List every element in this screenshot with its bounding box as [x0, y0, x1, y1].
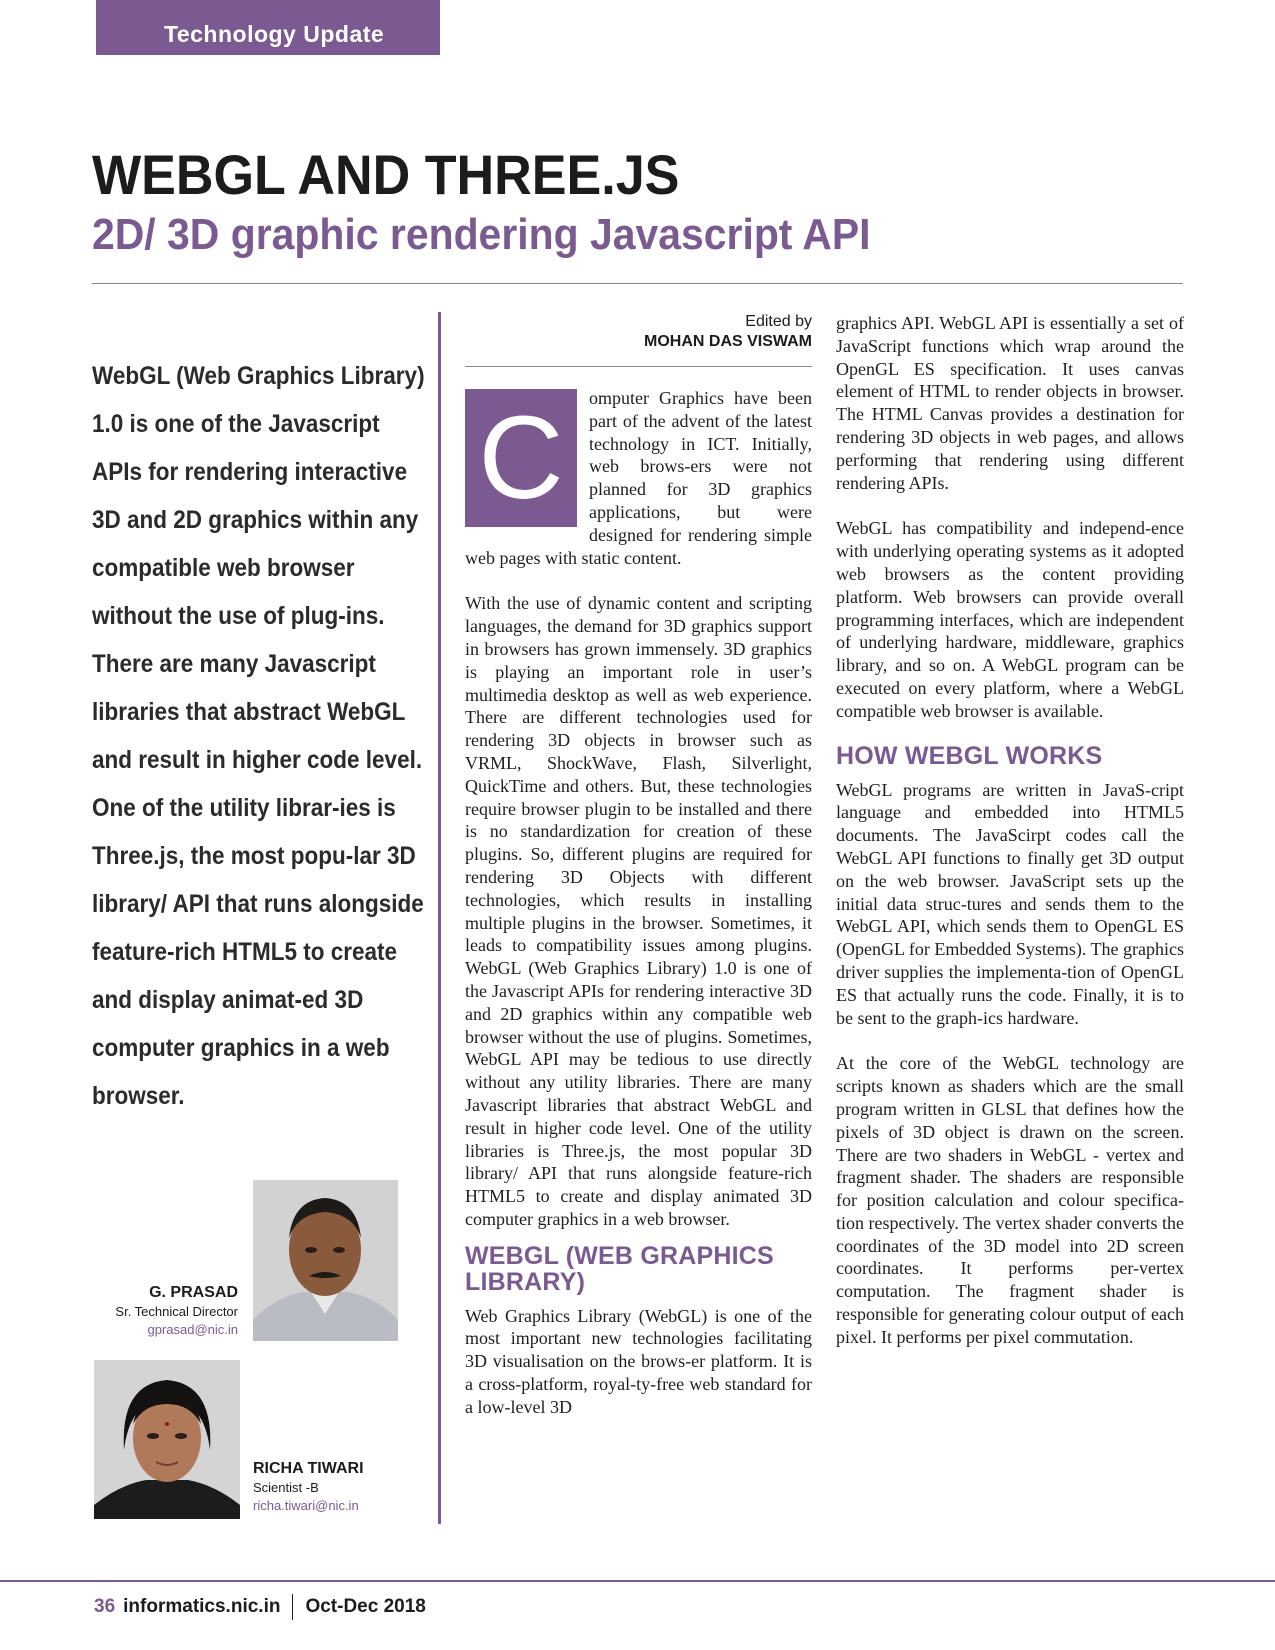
article-subtitle: 2D/ 3D graphic rendering Javascript API	[92, 210, 871, 259]
author-email: gprasad@nic.in	[147, 1322, 238, 1337]
author-email: richa.tiwari@nic.in	[253, 1498, 359, 1513]
author-role: Scientist -B	[253, 1480, 319, 1495]
section-heading: HOW WEBGL WORKS	[836, 741, 1103, 770]
paragraph: With the use of dynamic content and scripting languages, the demand for 3D graphics support in browsers has grown immensely. 3D graphics is playing an important role in user’s multimedia desktop as well as web experience. There are different technologies used for rendering 3D objects in browser such as VRML, ShockWave, Flash, Silverlight, QuickTime and others. But, these technologies require browser plugin to be installed and there is no standardization for creation of these plugins. So, different plugins are required for rendering 3D Objects with different technologies, which results in installing multiple plugins in the browser. Sometimes, it leads to compatibility issues among plugins. WebGL (Web Graphics Library) 1.0 is one of the Javascript APIs for rendering interactive 3D and 2D graphics within any compatible web browser without the use of plugins. Sometimes, WebGL API may be tedious to use directly without any utility libraries. There are many Javascript libraries that abstract WebGL and result in higher code level. One of the utility libraries is Three.js, the most popular 3D library/ API that runs alongside feature-rich HTML5 to create and display animated 3D computer graphics in a web browser.	[465, 593, 812, 1229]
editor-name: MOHAN DAS VISWAM	[644, 333, 812, 350]
footer-site: informatics.nic.in	[123, 1596, 281, 1617]
author-info-richa	[253, 1460, 433, 1513]
paragraph: At the core of the WebGL technology are scripts known as shaders which are the small program written in GLSL that defines how the pixels of 3D object is drawn on the screen. There are two shaders in WebGL - vertex and fragment shader. The shaders are responsible for position calculation and colour specifica-tion respectively. The vertex shader converts the coordinates of the 3D model into 2D screen coordinates. It performs per-vertex computation. The fragment shader is responsible for generating colour output of each pixel. It performs per pixel commutation.	[836, 1053, 1184, 1347]
author-name: RICHA TIWARI	[253, 1460, 364, 1477]
article-column-middle	[465, 312, 812, 1419]
paragraph: WebGL programs are written in JavaS-cript language and embedded into HTML5 documents. The JavaScirpt codes call the WebGL API functions to finally get 3D output on the web browser. JavaScript sets up the initial data struc-tures and sends them to the WebGL API, which sends them to OpenGL ES (OpenGL for Embedded Systems). The graphics driver supplies the implementa-tion of OpenGL ES that actually runs the code. Finally, it is to be sent to the graph-ics hardware.	[836, 779, 1184, 1028]
author-name: G. PRASAD	[149, 1284, 238, 1301]
footer-separator	[292, 1594, 293, 1620]
page-number: 36	[94, 1596, 116, 1617]
author-role: Sr. Technical Director	[115, 1304, 238, 1319]
author-photo-prasad	[253, 1180, 398, 1341]
author-info-prasad	[100, 1284, 238, 1337]
edited-by-label: Edited by	[745, 313, 812, 330]
author-photo-richa	[94, 1360, 240, 1519]
article-column-right	[836, 312, 1184, 1349]
section-heading: WEBGL (WEB GRAPHICS LIBRARY)	[465, 1241, 774, 1296]
section-tag	[96, 0, 440, 55]
footer-divider	[0, 1580, 1275, 1582]
section-label: Technology Update	[164, 21, 385, 47]
paragraph: Web Graphics Library (WebGL) is one of the most important new technologies facilitating 3D visualisation on the brows-er platform. It is a cross-platform, royal-ty-free web standard for a low-level 3D	[465, 1305, 812, 1417]
page-footer	[94, 1594, 426, 1620]
editor-divider	[465, 366, 812, 367]
footer-issue: Oct-Dec 2018	[305, 1596, 426, 1617]
paragraph: omputer Graphics have been part of the advent of the latest technology in ICT. Initially, web brows-ers were not planned for 3D graphics applications, but were designed for rendering simple web pages with static content.	[465, 388, 812, 568]
article-title: WEBGL AND THREE.JS	[92, 143, 680, 206]
paragraph: graphics API. WebGL API is essentially a set of JavaScript functions which wrap around the OpenGL ES specification. It uses canvas element of HTML to render objects in browser. The HTML Canvas provides a destination for rendering 3D objects in web pages, and allows performing that rendering using different rendering APIs.	[836, 313, 1184, 493]
drop-cap: C	[465, 389, 577, 527]
pull-quote: WebGL (Web Graphics Library) 1.0 is one of the Javascript APIs for rendering interactive 3D and 2D graphics within any compatible web browser without the use of plug-ins. There are many Javascript libraries that abstract WebGL and result in higher code level. One of the utility librar-ies is Three.js, the most popu-lar 3D library/ API that runs alongside feature-rich HTML5 to create and display animat-ed 3D computer graphics in a web browser.	[92, 362, 425, 1110]
column-divider	[438, 312, 441, 1524]
paragraph: WebGL has compatibility and independ-ence with underlying operating systems as it adopted web browsers as the content providing platform. Web browsers can provide overall programming interfaces, which are independent of underlying hardware, middleware, graphics library, and so on. A WebGL program can be executed on every platform, where a WebGL compatible web browser is available.	[836, 518, 1184, 721]
title-divider	[92, 283, 1183, 284]
intro-paragraph-wrap	[465, 387, 812, 569]
